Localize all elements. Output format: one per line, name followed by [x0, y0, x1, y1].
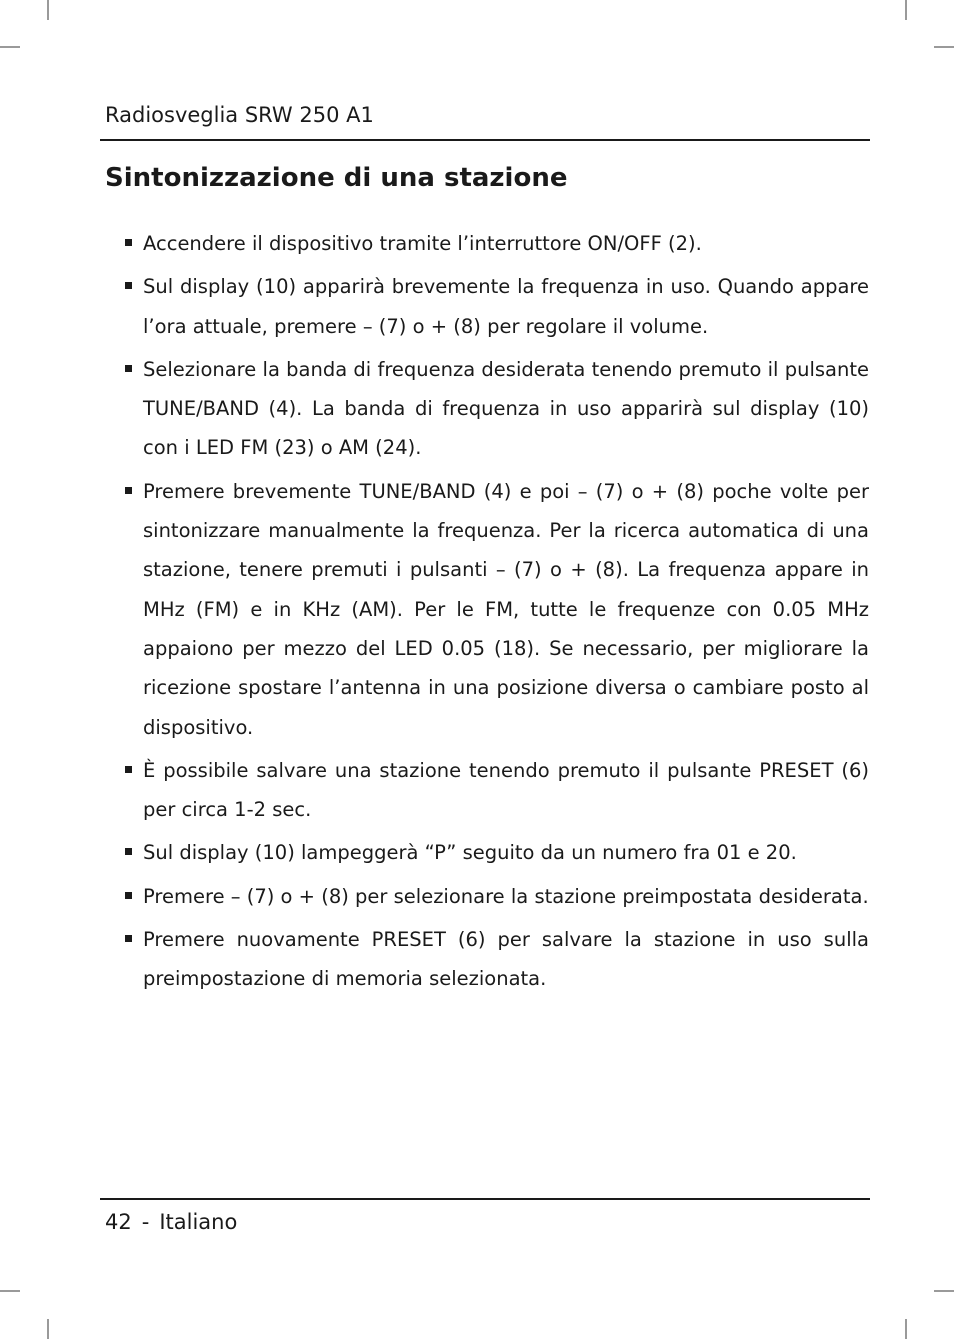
running-header: Radiosveglia SRW 250 A1: [105, 103, 374, 127]
square-bullet-icon: [125, 848, 132, 855]
list-item: [124, 751, 869, 830]
list-item-text: Sul display (10) apparirà brevemente la frequenza in uso. Quando appare l’ora attuale, premere – (7) o + (8) per regolare il volume.: [143, 275, 869, 338]
section-title: Sintonizzazione di una stazione: [105, 163, 568, 193]
list-item: [124, 877, 869, 916]
crop-mark-bottom-right: [905, 1319, 907, 1339]
crop-mark-top-left: [47, 0, 49, 20]
footer-separator: -: [141, 1210, 150, 1234]
square-bullet-icon: [125, 487, 132, 494]
page-footer: [105, 1207, 237, 1237]
crop-mark-right-bottom: [934, 1290, 954, 1292]
instruction-list: [124, 224, 869, 1003]
list-item: [124, 350, 869, 468]
footer-language: Italiano: [159, 1210, 238, 1234]
footer-rule: [100, 1198, 870, 1200]
list-item-text: Premere – (7) o + (8) per selezionare la stazione preimpostata desiderata.: [143, 884, 869, 908]
list-item-text: Premere nuovamente PRESET (6) per salvare la stazione in uso sulla preimpostazione di memoria selezionata.: [143, 928, 869, 991]
crop-mark-left-top: [0, 46, 20, 48]
list-item: [124, 224, 869, 263]
crop-mark-top-right: [905, 0, 907, 20]
list-item: [124, 833, 869, 872]
page-number: 42: [105, 1210, 132, 1234]
square-bullet-icon: [125, 892, 132, 899]
square-bullet-icon: [125, 282, 132, 289]
square-bullet-icon: [125, 239, 132, 246]
list-item: [124, 472, 869, 747]
list-item: [124, 920, 869, 999]
header-rule: [100, 139, 870, 141]
square-bullet-icon: [125, 766, 132, 773]
list-item-text: Selezionare la banda di frequenza desiderata tenendo premuto il pulsante TUNE/BAND (4). La banda di frequenza in uso apparirà sul display (10) con i LED FM (23) o AM (24).: [143, 357, 869, 460]
list-item: [124, 267, 869, 346]
crop-mark-left-bottom: [0, 1290, 20, 1292]
list-item-text: Sul display (10) lampeggerà “P” seguito da un numero fra 01 e 20.: [143, 841, 797, 865]
list-item-text: È possibile salvare una stazione tenendo premuto il pulsante PRESET (6) per circa 1-2 sec.: [143, 758, 869, 822]
crop-mark-bottom-left: [47, 1319, 49, 1339]
square-bullet-icon: [125, 935, 132, 942]
list-item-text: Accendere il dispositivo tramite l’interruttore ON/OFF (2).: [143, 232, 702, 255]
list-item-text: Premere brevemente TUNE/BAND (4) e poi – (7) o + (8) poche volte per sintonizzare manualmente la frequenza. Per la ricerca automatica di una stazione, tenere premuti i pulsanti – (7) o + (8). La frequenza appare in MHz (FM) e in KHz (AM). Per le FM, tutte le frequenze con 0.05 MHz appaiono per mezzo del LED 0.05 (18). Se necessario, per migliorare la ricezione spostare l’antenna in una posizione diversa o cambiare posto al dispositivo.: [143, 479, 869, 739]
square-bullet-icon: [125, 365, 132, 372]
crop-mark-right-top: [934, 46, 954, 48]
